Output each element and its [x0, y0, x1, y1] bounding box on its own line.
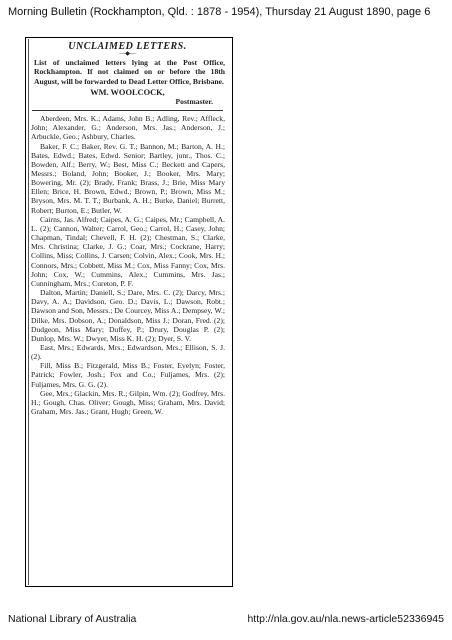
- article-link[interactable]: http://nla.gov.au/nla.news-article52336945: [247, 613, 444, 625]
- signature: WM. WOOLCOCK,: [90, 87, 165, 97]
- signature-title: Postmaster.: [175, 96, 213, 106]
- column-rule: [28, 39, 29, 585]
- page-footer: [8, 613, 444, 625]
- ornament-divider: —◆—: [119, 51, 136, 58]
- page-header: [8, 6, 448, 18]
- article-heading: UNCLAIMED LETTERS.: [68, 41, 187, 52]
- letters-list-a: Aberdeen, Mrs. K.; Adams, John B.; Adling, Rev.; Affleck, John; Alexander, G.; Anderson, Mrs. Jas.; Anderson, J.; Arbuckle, Geo.; Ashbury, Charles.: [31, 114, 225, 142]
- newspaper-clipping: [25, 37, 233, 587]
- letters-list-e: East, Mrs.; Edwards, Mrs.; Edwardson, Mrs.; Ellison, S. J. (2).: [31, 342, 225, 362]
- letters-list-g: Gee, Mrs.; Glackin, Mrs. R.; Gilpin, Wm. (2); Godfrey, Mrs. H.; Gough, Chas. Oliver; Gough, Miss; Graham, Mrs. David; Graham, Mrs. Jas.; Grant, Hugh; Green, W.: [31, 388, 225, 417]
- article-intro: List of unclaimed letters lying at the Post Office, Rockhampton. If not claimed on or before the 18th August, will be forwarded to Dead Letter Office, Brisbane.: [34, 58, 225, 86]
- letters-list-f: Fill, Miss B.; Fitzgerald, Miss B.; Foster, Evelyn; Foster, Patrick; Fowler, Josh.; Fox and Co.; Fuljames, Mrs. (2); Fuljames, Mrs. G. G. (2).: [31, 361, 225, 389]
- citation-text: Morning Bulletin (Rockhampton, Qld. : 1878 - 1954), Thursday 21 August 1890, page 6: [8, 6, 431, 18]
- footer-source: National Library of Australia: [8, 613, 137, 625]
- letters-list-d: Dalton, Martin; Daniell, S.; Dare, Mrs. C. (2); Darcy, Mrs.; Davy, A. A.; Davidson, Geo. D.; Davis, L.; Dawson, Robt.; Dawson and Son, Messrs.; De Courcey, Miss A.; Dempsey, W.; Dilke, Mrs. Dobson, A.; Donaldson, Miss J.; Doran, Fred. (2); Dudgeon, Miss Mary; Duffey, P.; Drury, Douglas P. (2); Dunlop, Mrs. W.; Dwyer, Miss K. H. (2); Dyer, S. V.: [31, 288, 225, 343]
- letters-list-b: Baker, F. C.; Baker, Rev. G. T.; Bannon, M.; Barton, A. H.; Bates, Edwd.; Bates, Edwd. Senior; Bartley, junr., Thos. C.; Bowden, Alf.; Berry, W.; Best, Miss C.; Beckett and Capers, Messrs.; Boland, John; Booker, J.; Booker, Mrs. Mary; Bowering, Mr. (2); Brady, Frank; Brass, J.; Brie, Miss Mary Ellen; Brice, H. Brown, Edwd.; Brown, P.; Brown, Miss M.; Bryson, Mrs. M. T. T.; Burbank, A. H.; Burke, Daniel; Burrett, Robert; Burton, E.; Butler, W.: [31, 141, 225, 215]
- article-body: [30, 39, 225, 416]
- section-divider: [32, 110, 223, 111]
- letters-list-c: Cairns, Jas. Alfred; Caipes, A. G.; Caipes, Mr.; Campbell, A. L. (2); Cannon, Walter; Carrol, Geo.; Carrol, H.; Casey, John; Chapman, Tindal; Chevell, F. H. (2); Chestman, S.; Clarke, Mrs. Christina; Clarke, J. G.; Coar, Mrs.; Cockrane, Harry; Collins, Miss; Collins, J. Carsen; Colvin, Alex.; Cook, Mrs. H.; Connors, Mrs.; Cobbett, Miss M.; Cox, Miss Fanny; Cox, Mrs. John; Cox, W.; Cummins, Alex.; Cummins, Mrs. Jas.; Cunningham, Mrs.; Cureton, P. F.: [31, 214, 225, 288]
